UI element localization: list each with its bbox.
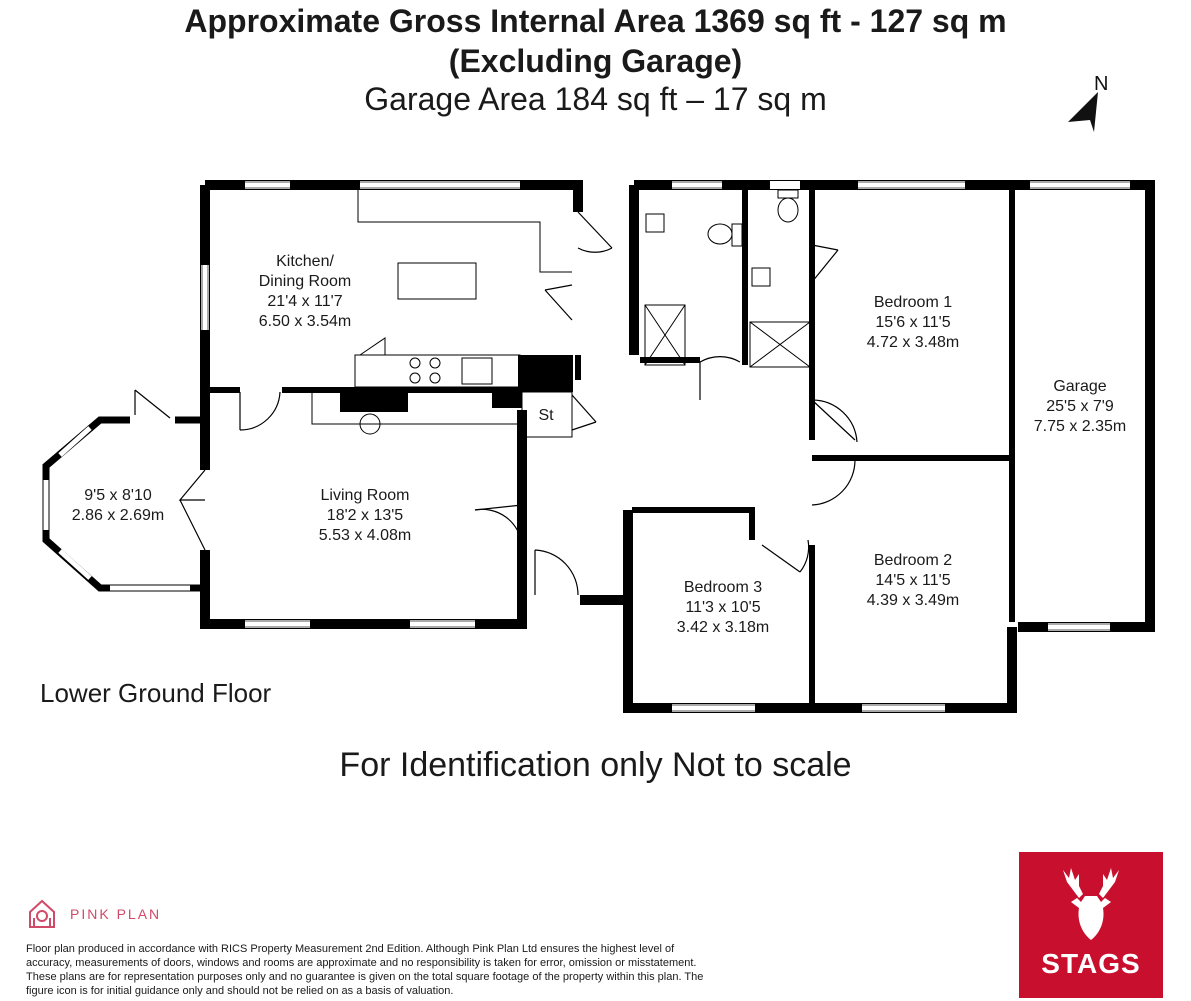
- room-kitchen-dining: [240, 252, 370, 332]
- bedroom3-metric: 3.42 x 3.18m: [676, 619, 770, 636]
- stags-logo-text: STAGS: [1041, 948, 1141, 979]
- bedroom2-imperial: 14'5 x 11'5: [875, 572, 951, 589]
- bedroom3-name: Bedroom 3: [683, 579, 763, 596]
- identification-note: For Identification only Not to scale: [339, 746, 852, 784]
- bedroom3-imperial: 11'3 x 10'5: [685, 599, 761, 616]
- garage-area-subtitle: Garage Area 184 sq ft – 17 sq m: [364, 81, 827, 117]
- bedroom2-name: Bedroom 2: [873, 552, 953, 569]
- bedroom2-metric: 4.39 x 3.49m: [866, 592, 960, 609]
- kitchen-name-line1: Kitchen/: [276, 253, 334, 270]
- title-line-1: Approximate Gross Internal Area 1369 sq ft - 127 sq m: [184, 3, 1007, 39]
- bedroom1-name: Bedroom 1: [873, 294, 953, 311]
- pink-plan-logo-icon: [26, 898, 60, 930]
- kitchen-name-line2: Dining Room: [258, 273, 352, 290]
- bathroom-fittings: [645, 190, 810, 367]
- kitchen-imperial: 21'4 x 11'7: [267, 293, 343, 310]
- solid-units: [340, 355, 573, 412]
- room-bedroom-2: [848, 551, 978, 611]
- kitchen-metric: 6.50 x 3.54m: [258, 313, 352, 330]
- room-garage: [1018, 377, 1142, 437]
- garage-imperial: 25'5 x 7'9: [1046, 398, 1114, 415]
- living-imperial: 18'2 x 13'5: [326, 507, 404, 524]
- living-metric: 5.53 x 4.08m: [318, 527, 412, 544]
- bedroom1-metric: 4.72 x 3.48m: [866, 334, 960, 351]
- footer-disclaimer: Floor plan produced in accordance with RICS Property Measurement 2nd Edition. Although Pink Plan Ltd ensures the highest level of accuracy, measurements of doors, windows and rooms are approximate and no responsibility is taken for error, omission or misstatement. These plans are for representation purposes only and no guarantee is given on the total square footage of the property within this plan. The figure icon is for initial guidance only and should not be relied on as a basis of valuation.: [26, 943, 704, 997]
- room-bedroom-3: [658, 578, 788, 638]
- bay-metric: 2.86 x 2.69m: [71, 507, 165, 524]
- stags-logo: [1019, 852, 1163, 998]
- garage-metric: 7.75 x 2.35m: [1033, 418, 1127, 435]
- title-line-2: (Excluding Garage): [448, 43, 743, 79]
- room-store: [528, 406, 564, 426]
- store-name: St: [538, 407, 554, 424]
- compass-n-label: N: [1094, 73, 1108, 95]
- pink-plan-brand: PINK PLAN: [70, 906, 162, 922]
- room-bay: [58, 486, 178, 526]
- room-bedroom-1: [848, 293, 978, 353]
- living-name: Living Room: [320, 487, 410, 504]
- bedroom1-imperial: 15'6 x 11'5: [875, 314, 951, 331]
- stag-head-icon: [1019, 852, 1163, 952]
- room-living: [300, 486, 430, 546]
- bay-imperial: 9'5 x 8'10: [84, 487, 152, 504]
- floor-label: Lower Ground Floor: [40, 678, 272, 708]
- garage-name: Garage: [1053, 378, 1107, 395]
